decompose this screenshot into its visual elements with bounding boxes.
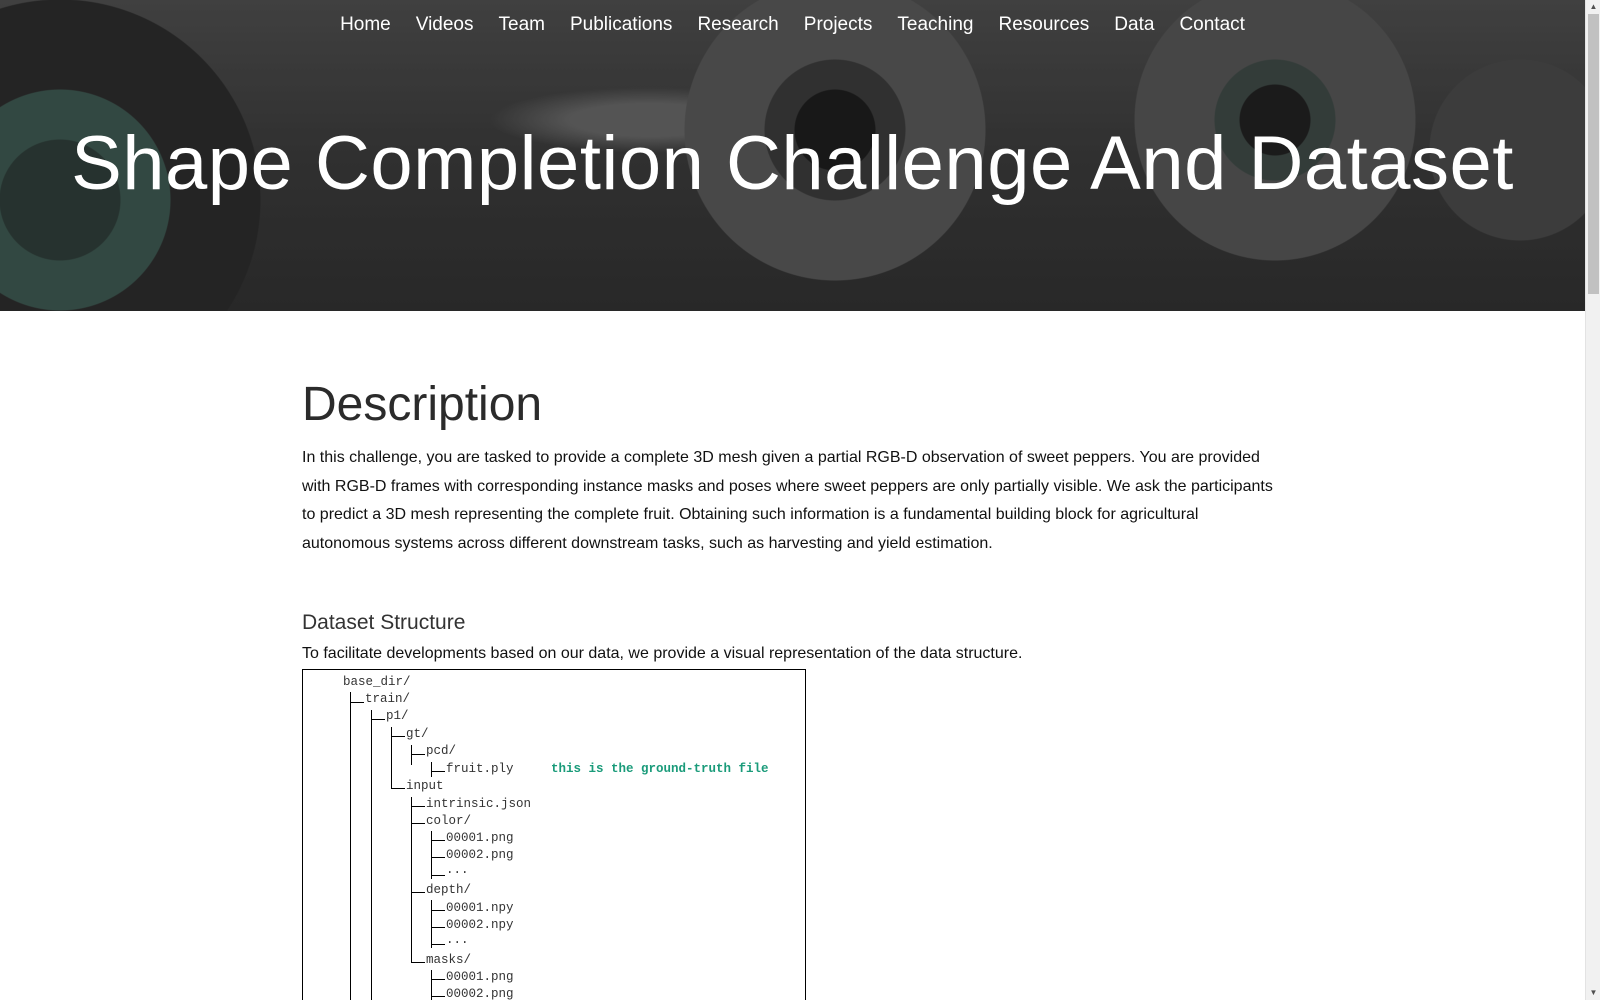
tree-color: color/ (426, 813, 472, 828)
main-content (302, 311, 1277, 1000)
scrollbar-thumb[interactable] (1588, 14, 1599, 294)
nav-teaching[interactable]: Teaching (897, 14, 974, 35)
nav-projects[interactable]: Projects (803, 14, 873, 35)
scroll-up-icon[interactable]: ▲ (1589, 2, 1598, 11)
tree-intrinsic: intrinsic.json (426, 796, 532, 811)
dataset-structure-text: To facilitate developments based on our data, we provide a visual representation of the data structure. (302, 644, 1023, 662)
page-title: Shape Completion Challenge And Dataset (71, 121, 1514, 206)
tree-color-file: 00002.png (446, 847, 514, 862)
tree-depth-file: ... (446, 932, 469, 947)
nav-videos[interactable]: Videos (415, 14, 474, 35)
hero-banner (0, 0, 1585, 311)
dataset-structure-heading: Dataset Structure (302, 610, 466, 634)
tree-fruit-ply: fruit.ply (446, 761, 514, 776)
scroll-down-icon[interactable]: ▼ (1589, 988, 1598, 997)
description-heading: Description (302, 378, 543, 431)
tree-masks-file: 00001.png (446, 969, 514, 984)
tree-gt: gt/ (406, 726, 429, 741)
description-text: In this challenge, you are tasked to provide a complete 3D mesh given a partial RGB-D observation of sweet peppers. You are provided with RGB-D frames with corresponding instance masks and poses where sweet peppers are only partially visible. We ask the participants to predict a 3D mesh representing the complete fruit. Obtaining such information is a fundamental building block for agricultural autonomous systems across different downstream tasks, such as harvesting and yield estimation. (302, 449, 1273, 553)
directory-tree (302, 669, 806, 1000)
tree-p1: p1/ (386, 708, 409, 723)
nav-resources[interactable]: Resources (998, 14, 1090, 35)
page-scrollbar[interactable] (1585, 0, 1600, 1000)
tree-input: input (406, 778, 444, 793)
tree-masks-file: 00002.png (446, 986, 514, 1000)
nav-research[interactable]: Research (697, 14, 779, 35)
nav-contact[interactable]: Contact (1179, 14, 1245, 35)
tree-color-file: 00001.png (446, 830, 514, 845)
tree-depth: depth/ (426, 882, 472, 897)
nav-publications[interactable]: Publications (569, 14, 673, 35)
main-nav (0, 14, 1585, 36)
tree-fruit-note: this is the ground-truth file (551, 761, 769, 776)
tree-masks: masks/ (426, 952, 472, 967)
tree-base-dir: base_dir/ (343, 674, 411, 689)
tree-depth-file: 00002.npy (446, 917, 514, 932)
tree-color-file: ... (446, 862, 469, 877)
tree-train: train/ (365, 691, 411, 706)
tree-depth-file: 00001.npy (446, 900, 514, 915)
tree-pcd: pcd/ (426, 743, 457, 758)
nav-home[interactable]: Home (340, 14, 391, 35)
nav-data[interactable]: Data (1114, 14, 1155, 35)
nav-team[interactable]: Team (498, 14, 545, 35)
